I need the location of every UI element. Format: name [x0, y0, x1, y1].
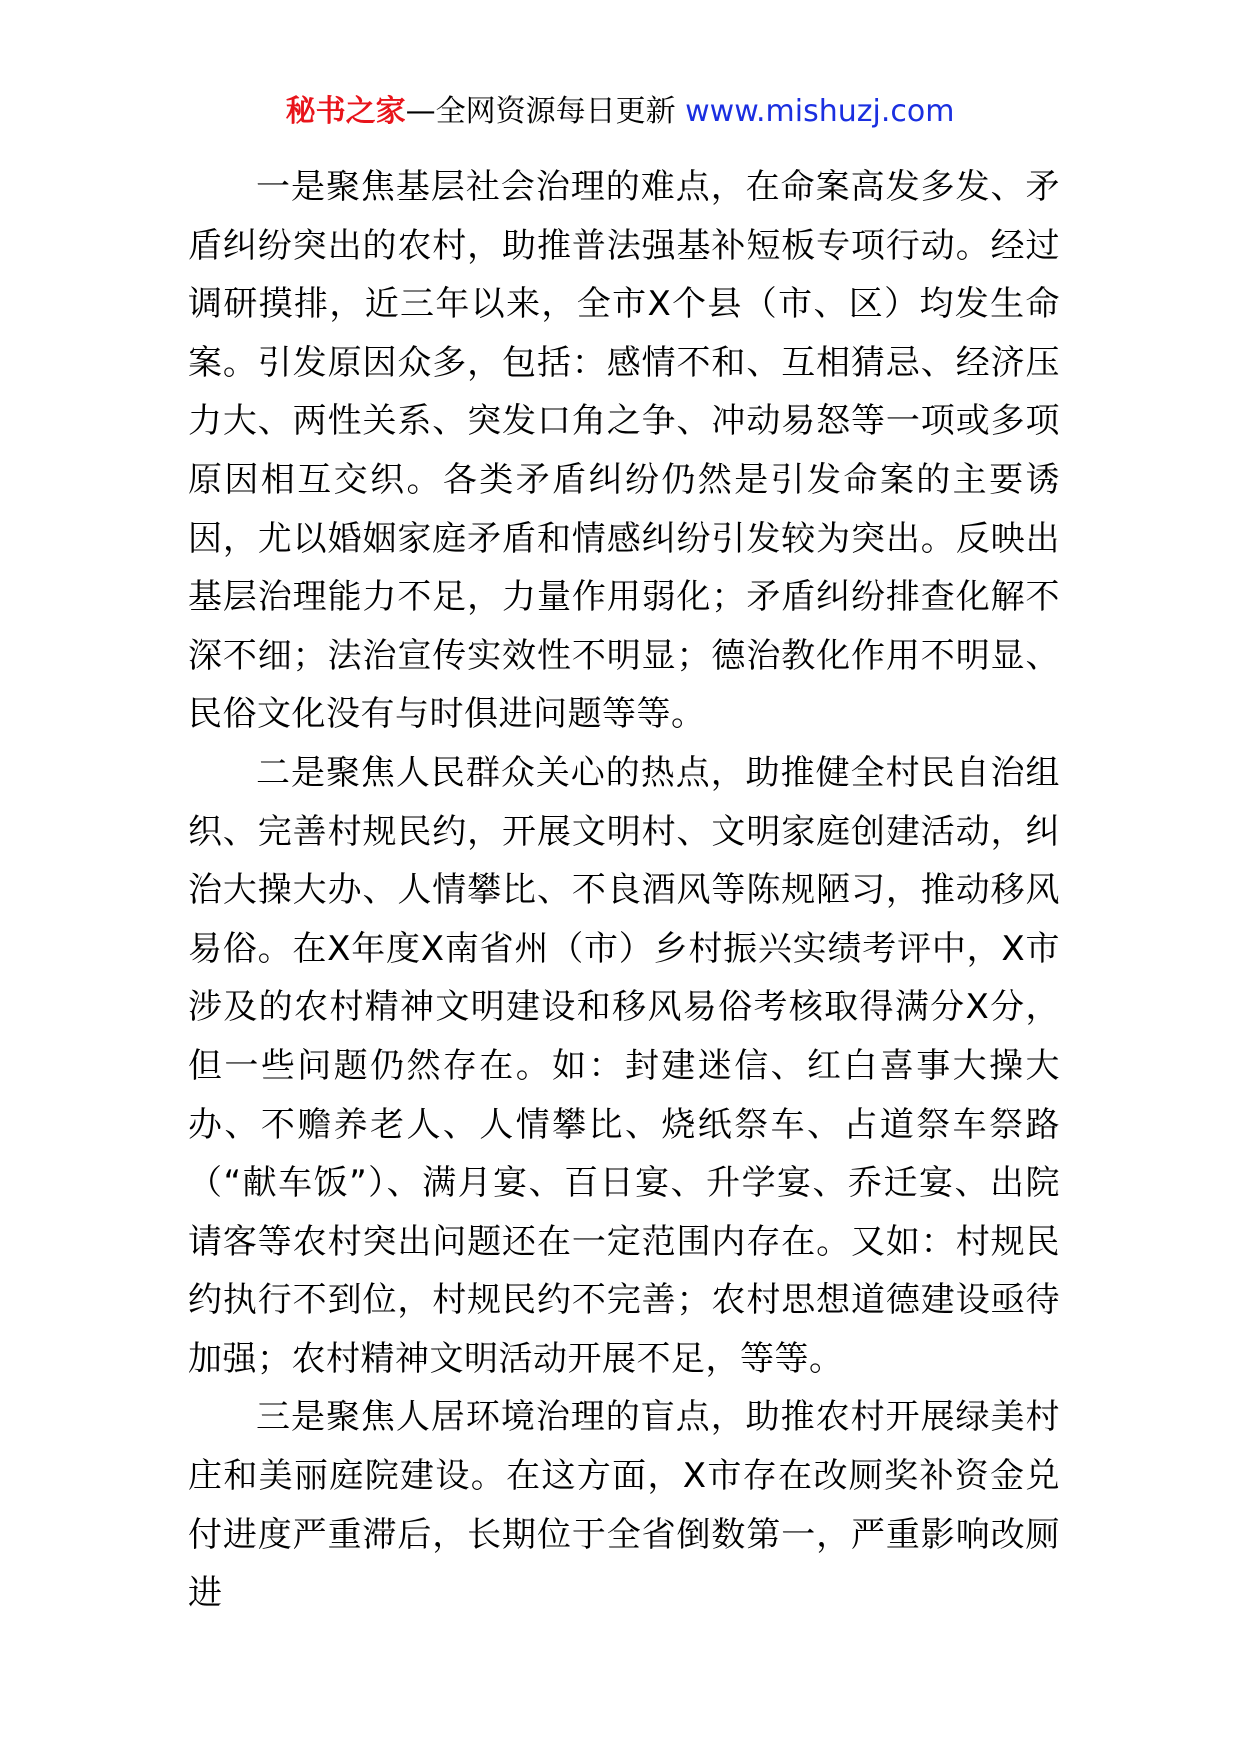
page-header: [0, 92, 1240, 132]
paragraph-1: 一是聚焦基层社会治理的难点，在命案高发多发、矛盾纠纷突出的农村，助推普法强基补短板专项行动。经过调研摸排，近三年以来，全市X个县（市、区）均发生命案。引发原因众多，包括：感情不和、互相猜忌、经济压力大、两性关系、突发口角之争、冲动易怒等一项或多项原因相互交织。各类矛盾纠纷仍然是引发命案的主要诱因，尤以婚姻家庭矛盾和情感纠纷引发较为突出。反映出基层治理能力不足，力量作用弱化；矛盾纠纷排查化解不深不细；法治宣传实效性不明显；德治教化作用不明显、民俗文化没有与时俱进问题等等。: [188, 167, 1060, 735]
paragraph-3: 三是聚焦人居环境治理的盲点，助推农村开展绿美村庄和美丽庭院建设。在这方面，X市存在改厕奖补资金兑付进度严重滞后，长期位于全省倒数第一，严重影响改厕进: [188, 1397, 1060, 1614]
site-url-link[interactable]: www.mishuzj.com: [685, 94, 955, 129]
document-body: [188, 158, 1060, 1623]
site-tagline: —全网资源每日更新: [405, 94, 686, 129]
paragraph-2: 二是聚焦人民群众关心的热点，助推健全村民自治组织、完善村规民约，开展文明村、文明家庭创建活动，纠治大操大办、人情攀比、不良酒风等陈规陋习，推动移风易俗。在X年度X南省州（市）乡村振兴实绩考评中，X市涉及的农村精神文明建设和移风易俗考核取得满分X分，但一些问题仍然存在。如：封建迷信、红白喜事大操大办、不赡养老人、人情攀比、烧纸祭车、占道祭车祭路（“献车饭”）、满月宴、百日宴、升学宴、乔迁宴、出院请客等农村突出问题还在一定范围内存在。又如：村规民约执行不到位，村规民约不完善；农村思想道德建设亟待加强；农村精神文明活动开展不足，等等。: [188, 752, 1060, 1379]
site-name: 秘书之家: [285, 94, 406, 129]
